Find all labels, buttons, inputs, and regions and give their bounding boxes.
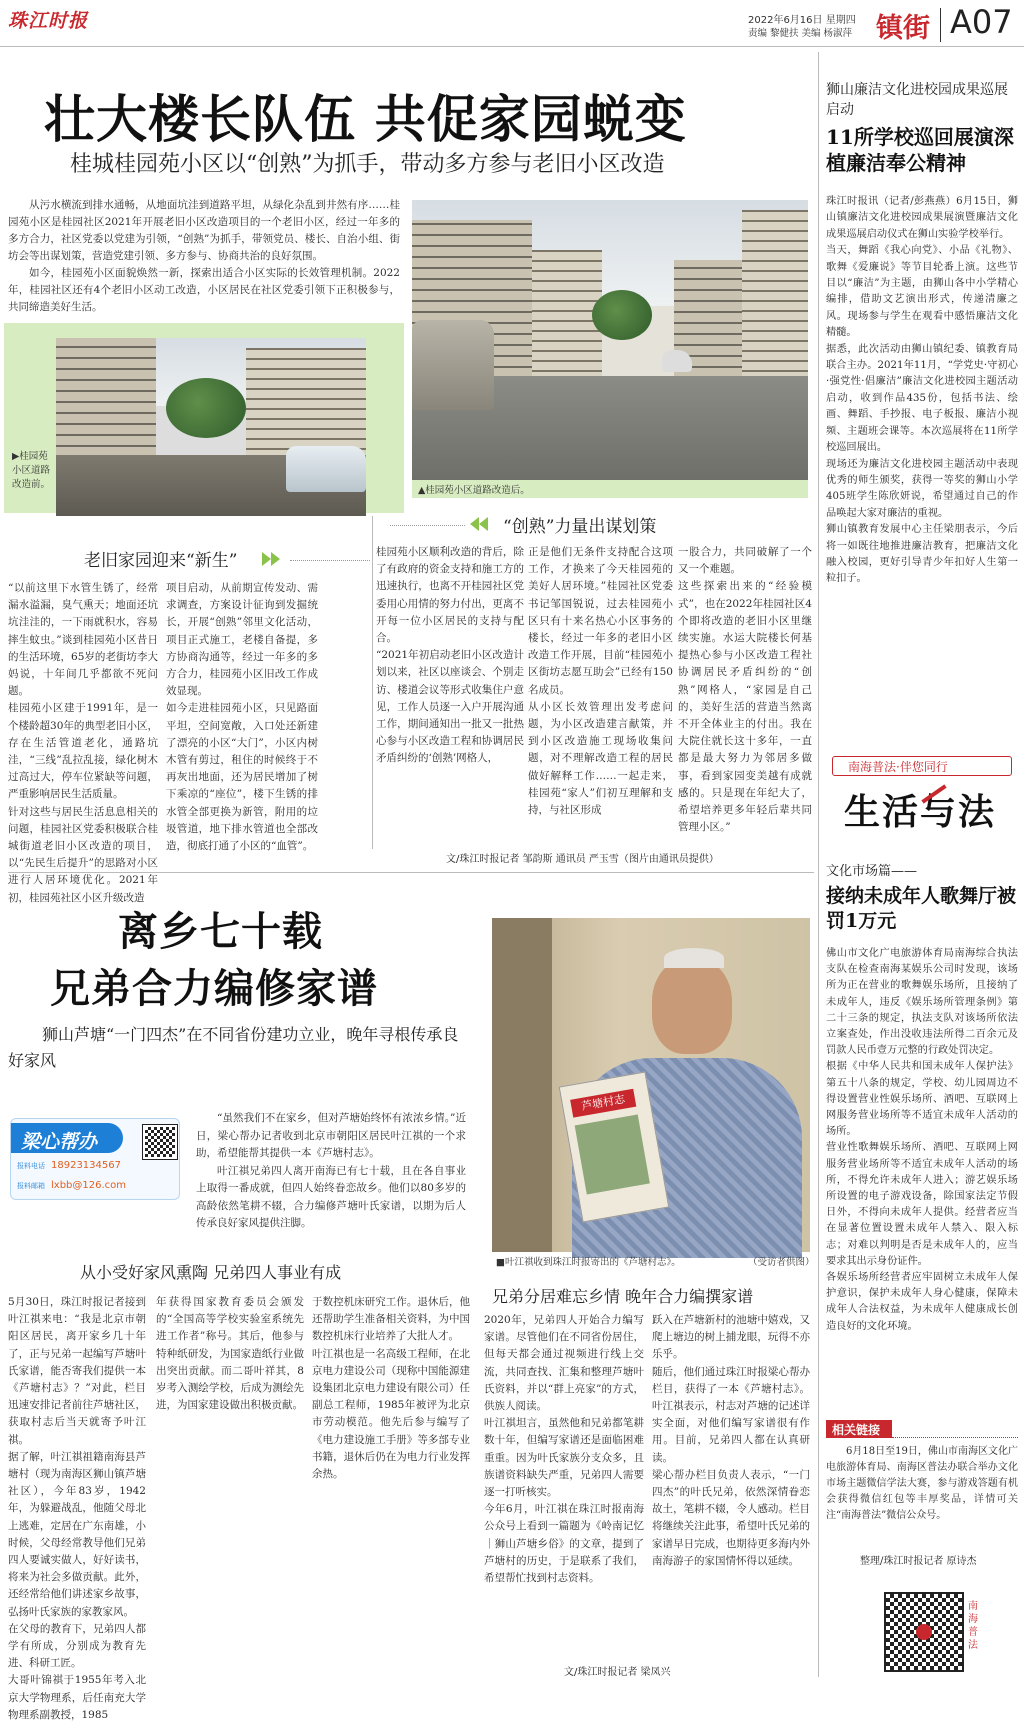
story1-column-3: 桂园苑小区顺利改造的背后，除了有政府的资金支持和施工方的迅速执行，也离不开桂园社区党委用心用情的努力付出，更离不开每一位小区居民的支持与配合。 “2021年初启动老旧小区改造计划以来，社区以座谈会、个别走访、楼道会议等形式收集住户意见，工作人员逐一入户开展沟通工作，期间通知出一批又一批热心参与小区改造工程和协调居民矛盾纠纷的‘创熟’网格人， bbox=[376, 546, 524, 765]
story1-section-b-title: “创熟”力量出谋划策 bbox=[503, 517, 657, 537]
story2-byline: 文/珠江时报记者 梁凤兴 bbox=[564, 1667, 671, 1678]
story1-section-a-title: 老旧家园迎来“新生” bbox=[84, 551, 238, 571]
sidebar1-body: 珠江时报讯（记者/彭燕燕）6月15日，狮山镇廉洁文化进校园成果展演暨廉洁文化成果巡展启动仪式在狮山实验学校举行。 当天，舞蹈《我心向党》、小品《礼物》、歌舞《爱廉说》等节目轮番上演。这些节目以“廉洁”为主题，由狮山各中小学精心编排，借助文艺演出形式，传递清廉之风。现场参与学生在观看中感悟廉洁文化精髓。 据悉，此次活动由狮山镇纪委、镇教育局联合主办。2021年11月，“学党史·守初心·强党性·倡廉洁”廉洁文化进校园主题活动启动，收到作品435份，包括书法、绘画、舞蹈、手抄报、电子板报、廉洁小视频、主题班会课等。本次巡展将在11所学校巡回展出。 现场还为廉洁文化进校园主题活动中表现优秀的师生颁奖，获得一等奖的狮山小学405班学生陈欣妍说，希望通过自己的作品唤起大家对廉洁的重视。 狮山镇教育发展中心主任梁朋表示，今后将一如既往地推进廉洁教育，把廉洁文化融入校园，更好引导青少年扣好人生第一粒扣子。 bbox=[826, 196, 1018, 585]
story2-column-3: 于数控机床研究工作。退休后，他还帮助学生准备相关资料，为中国数控机床行业培养了大批人才。 叶江祺也是一名高级工程师，在北京电力建设公司（现称中国能源建设集团北京电力建设有限公司）任副总工程师，1985年被评为北京市劳动模范。他先后参与编写了《电力建设施工手册》等多部专业书籍，退休后仍在为电力行业发挥余热。 bbox=[312, 1296, 470, 1481]
arrow-icon bbox=[470, 516, 488, 535]
story2-section-b-title: 兄弟分居难忘乡情 晚年合力编撰家谱 bbox=[492, 1287, 754, 1306]
story2-column-4: 2020年，兄弟四人开始合力编写家谱。尽管他们在不同省份居住，但每天都会通过视频进行线上交流，共同查找、汇集和整理芦塘叶氏资料，并以“群上亮家”的方式，供族人阅读。 叶江祺坦言，虽然他和兄弟都笔耕数十年，但编写家谱还是面临困难重重。因为叶氏家族分支众多，且族谱资料缺失严重，兄弟四人需要逐一打听核实。 今年6月，叶江祺在珠江时报南海公众号上看到一篇题为《岭南记忆｜狮山芦塘乡俗》的文章，提到了芦塘村的历史，于是联系了我们，希望帮忙找到村志资料。 bbox=[484, 1314, 644, 1585]
dotted-rule bbox=[290, 560, 370, 561]
arrow-icon bbox=[262, 551, 280, 570]
story2-lead bbox=[196, 1110, 466, 1233]
person-head bbox=[652, 958, 732, 1054]
sidebar1-headline: 11所学校巡回展演深植廉洁奉公精神 bbox=[826, 125, 1014, 175]
story1-column-2: 项目启动，从前期宣传发动、需求调查，方案设计征询到发掘统长，开展“创熟”邻里文化活动，项目正式施工，老楼自备提，多方协商沟通等，经过一年多的多方合力，桂园苑小区旧改工作成效显现。 如今走进桂园苑小区，只见路面平坦，空间宽敞，入口处还新建了漂亮的小区“大门”，小区内树木管有剪过，租住的时候终于不再灰出地面，还为居民增加了树下乘凉的“座位”，楼下生锈的排水管全部更换为新管，附用的垃圾管道，地下排水管道也全部改造，彻底打通了小区的“血管”。 bbox=[166, 582, 318, 853]
email-label: 报料邮箱 bbox=[17, 1182, 45, 1190]
story1-subheadline: 桂城桂园苑小区以“创熟”为抓手，带动多方参与老旧小区改造 bbox=[70, 152, 665, 177]
story2-photo-caption: ■叶江祺收到珠江时报寄出的《芦塘村志》。 bbox=[496, 1257, 681, 1268]
phone-number: 18923134567 bbox=[51, 1160, 121, 1171]
column-logo-life-law bbox=[826, 756, 1018, 844]
qr-code-icon bbox=[143, 1125, 177, 1159]
section-name: 镇街 bbox=[876, 13, 930, 44]
dotted-rule bbox=[390, 525, 465, 526]
story2-photo-credit: （受访者供图） bbox=[748, 1257, 815, 1268]
email-address: lxbb@126.com bbox=[51, 1180, 127, 1191]
issue-date: 2022年6月16日 星期四 bbox=[748, 15, 856, 26]
qr-label: 南海普法 bbox=[968, 1601, 978, 1651]
header-rule bbox=[0, 46, 1024, 47]
lead-paragraph: 从污水横流到排水通畅，从地面坑洼到道路平坦，从绿化杂乱到井然有序……桂园苑小区是桂园社区2021年开展老旧小区改造项目的一个老旧小区，经过一年多的多方合力，社区党委以党建为引领，“创熟”为抓手，带领党员、楼长、自治小组、街坊会等出谋划策，营造党建引领、多方参与、协商共治的良好氛围。 bbox=[8, 199, 400, 262]
story2-column-5: 跃入在芦塘新村的池塘中嬉戏，又爬上塘边的树上捕龙眼，玩得不亦乐乎。 随后，他们通过珠江时报梁心帮办栏目，获得了一本《芦塘村志》。叶江祺表示，村志对芦塘的记述详实全面，对他们编写家谱很有作用。目前，兄弟四人都在认真研读。 梁心帮办栏目负责人表示，“一门四杰”的叶氏兄弟，依然深情眷恋故土，笔耕不辍，令人感动。栏目将继续关注此事，希望叶氏兄弟的家谱早日完成，也期待更多海内外南海游子的家国情怀得以延续。 bbox=[652, 1314, 810, 1567]
story2-column-2: 年获得国家教育委员会颁发的“全国高等学校实验室系统先进工作者”称号。其后，他参与特种纸研发，为国家造纸行业做出突出贡献。而二哥叶祥其，8岁考入测绘学校，后成为测绘先进，为国家建设做出积极贡献。 bbox=[156, 1296, 304, 1412]
related-label: 相关链接 bbox=[832, 1423, 881, 1437]
sidebar-rule bbox=[818, 52, 819, 1677]
photo-ye-jiangqi bbox=[492, 918, 810, 1252]
related-text: 6月18日至19日，佛山市南海区文化广电旅游体育局、南海区普法办联合举办文化市场主题微信学法大赛，参与游戏答题有机会获得微信红包等丰厚奖品，详情可关注“南海普法”微信公众号。 bbox=[826, 1446, 1018, 1521]
lead-paragraph: 叶江祺兄弟四人离开南海已有七十载，且在各自事业上取得一番成就，但四人始终眷恋故乡。他们以80多岁的高龄依然笔耕不辍，合力编修芦塘叶氏家谱，以期为后人传承良好家风提供注脚。 bbox=[196, 1164, 466, 1229]
story2-headline-line2: 兄弟合力编修家谱 bbox=[50, 965, 378, 1012]
story-divider bbox=[8, 872, 814, 873]
page-number: A07 bbox=[950, 3, 1013, 41]
sidebar1-kicker: 狮山廉洁文化进校园成果巡展启动 bbox=[826, 82, 1008, 118]
story2-subheadline: 狮山芦塘“一门四杰”在不同省份建功立业，晚年寻根传承良好家风 bbox=[8, 1025, 459, 1070]
story1-byline: 文/珠江时报记者 邹韵斯 通讯员 严玉雪（图片由通讯员提供） bbox=[446, 854, 719, 865]
story2-column-1: 5月30日，珠江时报记者接到叶江祺来电：“我是北京市朝阳区居民，离开家乡几十年了，正与兄弟一起编写芦塘叶氏家谱，能否寄我们提供一本《芦塘村志》？”对此，栏目迅速安排记者前往芦塘社区，获取村志后当天就寄予叶江祺。 据了解，叶江祺祖籍南海县芦塘村（现为南海区狮山镇芦塘社区），今年83岁，1942年，为躲避战乱，他随父母北上逃难，定居在广东南雄，小时候，父母经常教导他们兄弟四人要诚实做人，好好读书，将来为社会多做贡献。此外，还经常给他们讲述家乡故事，弘扬叶氏家族的家教家风。 在父母的教育下，兄弟四人都学有所成，分别成为教育先进、科研工匠。 大哥叶锦祺于1955年考入北京大学物理系，后任南充大学物理系副教授，1985 bbox=[8, 1296, 146, 1721]
phone-label: 报料电话 bbox=[17, 1162, 45, 1170]
story1-headline: 壮大楼长队伍 共促家园蜕变 bbox=[44, 90, 687, 150]
story2-headline-line1: 离乡七十载 bbox=[118, 908, 323, 955]
photo-road-after bbox=[412, 200, 808, 480]
sidebar2-body: 佛山市文化广电旅游体育局南海综合执法支队在检查南海某娱乐公司时发现，该场所为正在营业的歌舞娱乐场所，且接纳了未成年人，违反《娱乐场所管理条例》第二十三条的规定，执法支队对该场所依法立案查处，作出没收违法所得二百余元及罚款人民币壹万元整的行政处罚决定。 根据《中华人民共和国未成年人保护法》第五十八条的规定，学校、幼儿园周边不得设置营业性娱乐场所、酒吧、互联网上网服务营业场所等不适宜未成年人活动的场所。 营业性歌舞娱乐场所、酒吧、互联网上网服务营业场所等不适宜未成年人活动的场所，不得允许未成年人进入；游艺娱乐场所设置的电子游戏设备，除国家法定节假日外，不得向未成年人提供。经营者应当在显著位置设置未成年人禁入、限入标志；对难以判明是否是未成年人的，应当要求其出示身份证件。 各娱乐场所经营者应牢固树立未成年人保护意识，保护未成年人身心健康，保障未成年人合法权益，为未成年人健康成长创造良好的文化环境。 bbox=[826, 948, 1018, 1332]
lead-paragraph: “虽然我们不在家乡，但对芦塘始终怀有浓浓乡情。”近日，梁心帮办记者收到北京市朝阳区居民叶江祺的一个求助，希望能帮其提供一本《芦塘村志》。 bbox=[196, 1112, 466, 1159]
photo-left-caption: ▶桂园苑小区道路改造前。 bbox=[12, 451, 51, 490]
column-rule bbox=[372, 516, 373, 849]
column-logo-lxbb bbox=[10, 1118, 180, 1200]
logo-main: 生活与法 bbox=[844, 791, 997, 833]
masthead-logo: 珠江时报 bbox=[8, 10, 89, 32]
logo-tagline: 南海普法·伴您同行 bbox=[848, 760, 948, 774]
editor-credits: 责编 黎健扶 美编 杨淑萍 bbox=[748, 28, 853, 39]
dotted-rule bbox=[892, 1437, 1018, 1438]
story2-section-a-title: 从小受好家风熏陶 兄弟四人事业有成 bbox=[80, 1263, 342, 1282]
sidebar2-kicker: 文化市场篇—— bbox=[826, 864, 918, 879]
story1-column-1: “以前这里下水管生锈了，经常漏水溢漏，臭气熏天；地面还坑坑洼洼的，一下雨就积水，容易摔生蚊虫。”谈到桂园苑小区昔日的生活环境，65岁的老街坊李大妈说，十年间几乎都欲不死问题。 桂园苑小区建于1991年，是一个楼龄超30年的典型老旧小区，存在生活管道老化，通路坑洼，“三线”乱拉乱接，绿化树木过高过大，停车位紧缺等问题，严重影响居民生活质量。 针对这些与居民生活息息相关的问题，桂园社区党委积极联合桂城街道老旧小区改造的项目，以“先民生后提升”的思路对小区进行人居环境优化。2021年初，桂园苑社区小区升级改造 bbox=[8, 582, 158, 904]
photo-right-caption: ▲桂园苑小区道路改造后。 bbox=[418, 485, 530, 496]
related-byline: 整理/珠江时报记者 原诗杰 bbox=[860, 1556, 977, 1567]
sidebar2-headline: 接纳未成年人歌舞厅被罚1万元 bbox=[826, 885, 1017, 932]
story1-lead bbox=[8, 197, 400, 316]
header-divider bbox=[940, 8, 941, 42]
book-title: 芦塘村志 bbox=[570, 1089, 636, 1118]
lead-paragraph: 如今，桂园苑小区面貌焕然一新，探索出适合小区实际的长效管理机制。2022年，桂园社区还有4个老旧小区动工改造，小区居民在社区党委引领下正积极参与，共同缔造美好生活。 bbox=[8, 267, 400, 313]
logo-title: 梁心帮办 bbox=[21, 1131, 98, 1153]
photo-road-before bbox=[56, 338, 366, 516]
story1-column-4: 正是他们无条件支持配合这项工作，才换来了今天桂园苑的美好人居环境。”桂园社区党委书记邹国锐说，过去桂园苑小区只有十来名热心小区事务的楼长，经过一年多的老旧小区改造工作开展，目前“桂园苑小区街坊志愿互助会”已经有150名成员。 从小区长效管理出发考虑问题，为小区改造建言献策，并到小区改造施工现场收集问题，对不理解改造工程的居民做好解释工作……一起走来，桂园苑“家人”们初互理解和支持，与社区形成 bbox=[528, 546, 673, 817]
qr-code-icon bbox=[886, 1594, 962, 1670]
story1-column-5: 一股合力，共同破解了一个又一个难题。 这些探索出来的“经验模式”，也在2022年桂园社区4个即将改造的老旧小区里继续实施。水运大院楼长何基提热心参与小区改造工程社协调居民矛盾纠纷的“创熟”网格人，“家园是自己的，美好生活的营造当然离不开全体业主的付出。我在大院住就长这十多年，一直都是最大努力为邻居多做事，看到家园变美越有成就感的。只是现在年纪大了，希望培养更多年轻后辈共同管理小区。” bbox=[678, 546, 812, 834]
